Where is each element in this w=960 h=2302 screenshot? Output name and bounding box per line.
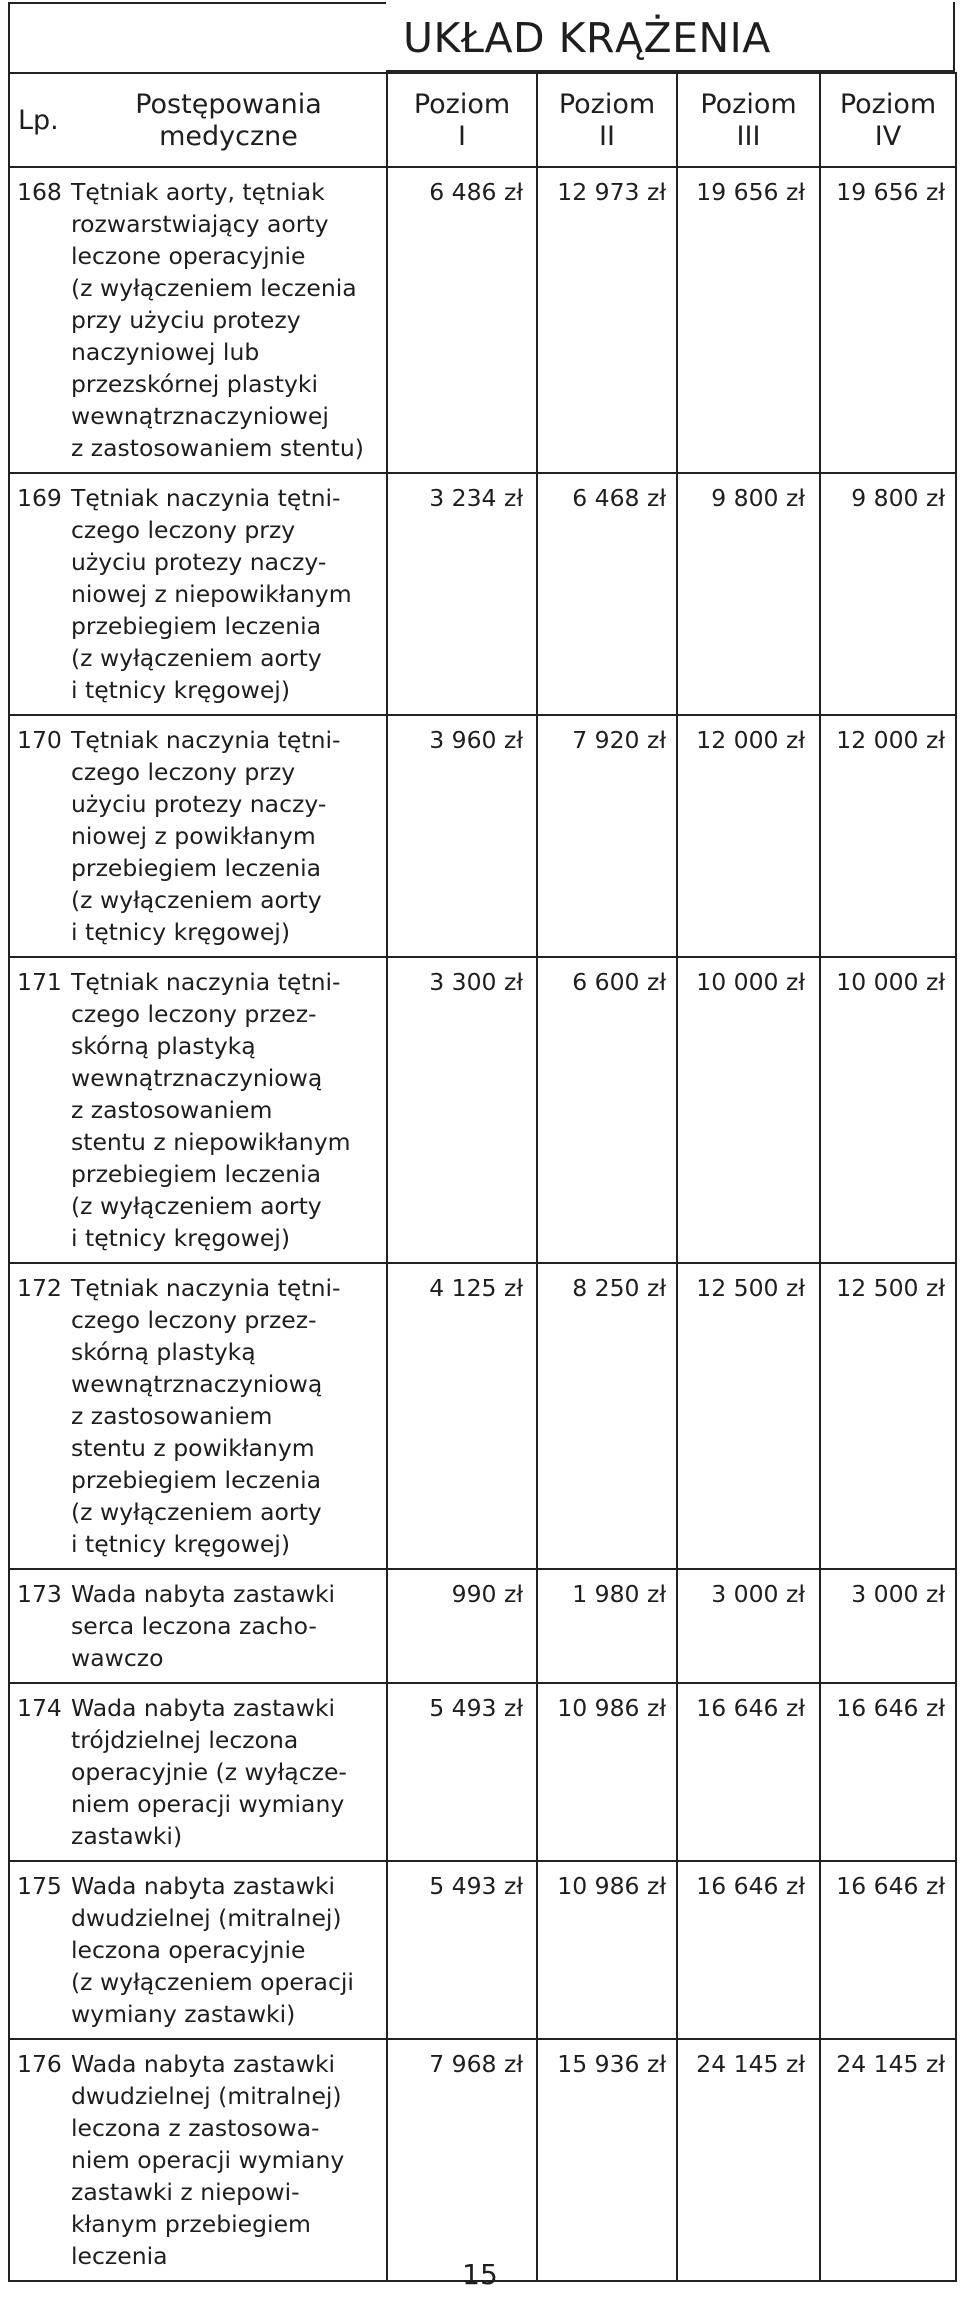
procedure-line: leczona z zastosowa- bbox=[71, 2114, 320, 2142]
procedure-description bbox=[71, 715, 387, 957]
level-1-amount: 5 493 zł bbox=[387, 1861, 537, 2039]
procedure-line: dwudzielnej (mitralnej) bbox=[71, 2082, 342, 2110]
level-3-amount: 19 656 zł bbox=[677, 167, 820, 473]
header-level-3 bbox=[677, 73, 820, 167]
procedure-line: skórną plastyką bbox=[71, 1338, 256, 1366]
row-number: 174 bbox=[9, 1683, 71, 1861]
procedure-line: z zastosowaniem stentu) bbox=[71, 434, 364, 462]
row-number: 175 bbox=[9, 1861, 71, 2039]
procedure-line: wewnątrznaczyniową bbox=[71, 1370, 323, 1398]
header-lp: Lp. bbox=[9, 73, 71, 167]
level-4-amount: 24 145 zł bbox=[820, 2039, 956, 2281]
level-1-amount: 3 300 zł bbox=[387, 957, 537, 1263]
procedure-line: (z wyłączeniem leczenia bbox=[71, 274, 357, 302]
level-2-amount: 15 936 zł bbox=[537, 2039, 677, 2281]
level-2-amount: 6 600 zł bbox=[537, 957, 677, 1263]
pricing-table bbox=[8, 72, 957, 2282]
header-level-4-word: Poziom bbox=[839, 89, 937, 120]
procedure-line: Tętniak naczynia tętni- bbox=[71, 1274, 341, 1302]
procedure-line: leczona operacyjnie bbox=[71, 1936, 306, 1964]
procedure-description bbox=[71, 957, 387, 1263]
procedure-line: i tętnicy kręgowej) bbox=[71, 1530, 291, 1558]
procedure-line: kłanym przebiegiem bbox=[71, 2210, 311, 2238]
procedure-line: (z wyłączeniem aorty bbox=[71, 644, 322, 672]
procedure-line: czego leczony przy bbox=[71, 758, 296, 786]
procedure-line: czego leczony przy bbox=[71, 516, 296, 544]
procedure-line: niem operacji wymiany bbox=[71, 2146, 345, 2174]
level-4-amount: 12 000 zł bbox=[820, 715, 956, 957]
page-number: 15 bbox=[462, 2258, 498, 2291]
procedure-line: przy użyciu protezy bbox=[71, 306, 301, 334]
header-level-1-num: I bbox=[458, 121, 466, 152]
procedure-line: przebiegiem leczenia bbox=[71, 612, 322, 640]
level-1-amount: 3 960 zł bbox=[387, 715, 537, 957]
procedure-line: (z wyłączeniem operacji bbox=[71, 1968, 354, 1996]
procedure-line: Tętniak aorty, tętniak bbox=[71, 178, 325, 206]
level-2-amount: 8 250 zł bbox=[537, 1263, 677, 1569]
table-row bbox=[9, 1861, 956, 2039]
table-row bbox=[9, 1683, 956, 1861]
procedure-line: niowej z powikłanym bbox=[71, 822, 316, 850]
table-row bbox=[9, 2039, 956, 2281]
title-right-rule bbox=[953, 2, 955, 72]
procedure-line: leczenia bbox=[71, 2242, 168, 2270]
procedure-line: Tętniak naczynia tętni- bbox=[71, 726, 341, 754]
level-2-amount: 1 980 zł bbox=[537, 1569, 677, 1683]
level-3-amount: 12 000 zł bbox=[677, 715, 820, 957]
table-row bbox=[9, 167, 956, 473]
level-1-amount: 7 968 zł bbox=[387, 2039, 537, 2281]
procedure-line: serca leczona zacho- bbox=[71, 1612, 317, 1640]
header-level-4-num: IV bbox=[874, 121, 902, 152]
procedure-description bbox=[71, 2039, 387, 2281]
procedure-line: użyciu protezy naczy- bbox=[71, 548, 327, 576]
level-4-amount: 12 500 zł bbox=[820, 1263, 956, 1569]
procedure-line: naczyniowej lub bbox=[71, 338, 260, 366]
header-level-1 bbox=[387, 73, 537, 167]
procedure-line: Wada nabyta zastawki bbox=[71, 2050, 336, 2078]
level-3-amount: 12 500 zł bbox=[677, 1263, 820, 1569]
procedure-line: skórną plastyką bbox=[71, 1032, 256, 1060]
row-number: 172 bbox=[9, 1263, 71, 1569]
header-procedure bbox=[71, 73, 387, 167]
level-3-amount: 3 000 zł bbox=[677, 1569, 820, 1683]
procedure-line: i tętnicy kręgowej) bbox=[71, 1224, 291, 1252]
table-row bbox=[9, 715, 956, 957]
level-1-amount: 3 234 zł bbox=[387, 473, 537, 715]
procedure-line: wymiany zastawki) bbox=[71, 2000, 296, 2028]
header-level-1-word: Poziom bbox=[413, 89, 511, 120]
level-1-amount: 4 125 zł bbox=[387, 1263, 537, 1569]
header-procedure-line: Postępowania bbox=[135, 89, 322, 120]
procedure-line: (z wyłączeniem aorty bbox=[71, 886, 322, 914]
table-body bbox=[9, 167, 956, 2281]
level-4-amount: 10 000 zł bbox=[820, 957, 956, 1263]
level-1-amount: 6 486 zł bbox=[387, 167, 537, 473]
table-row bbox=[9, 957, 956, 1263]
procedure-line: Wada nabyta zastawki bbox=[71, 1694, 336, 1722]
level-3-amount: 16 646 zł bbox=[677, 1861, 820, 2039]
level-4-amount: 16 646 zł bbox=[820, 1683, 956, 1861]
header-level-3-word: Poziom bbox=[700, 89, 797, 120]
row-number: 171 bbox=[9, 957, 71, 1263]
procedure-line: Wada nabyta zastawki bbox=[71, 1580, 336, 1608]
table-row bbox=[9, 1263, 956, 1569]
procedure-line: przebiegiem leczenia bbox=[71, 1466, 322, 1494]
procedure-line: czego leczony przez- bbox=[71, 1306, 317, 1334]
level-2-amount: 7 920 zł bbox=[537, 715, 677, 957]
title-row bbox=[8, 2, 955, 72]
procedure-line: zastawki z niepowi- bbox=[71, 2178, 300, 2206]
procedure-line: przebiegiem leczenia bbox=[71, 1160, 322, 1188]
procedure-line: stentu z powikłanym bbox=[71, 1434, 315, 1462]
procedure-description bbox=[71, 167, 387, 473]
row-number: 173 bbox=[9, 1569, 71, 1683]
level-2-amount: 10 986 zł bbox=[537, 1861, 677, 2039]
table-header-row bbox=[9, 73, 956, 167]
procedure-description bbox=[71, 1569, 387, 1683]
level-4-amount: 3 000 zł bbox=[820, 1569, 956, 1683]
title-spacer bbox=[8, 2, 386, 72]
procedure-line: trójdzielnej leczona bbox=[71, 1726, 299, 1754]
procedure-line: Tętniak naczynia tętni- bbox=[71, 484, 341, 512]
table-row bbox=[9, 473, 956, 715]
row-number: 169 bbox=[9, 473, 71, 715]
document-page bbox=[8, 2, 955, 2270]
procedure-line: przezskórnej plastyki bbox=[71, 370, 319, 398]
procedure-line: wawczo bbox=[71, 1644, 164, 1672]
procedure-line: przebiegiem leczenia bbox=[71, 854, 322, 882]
procedure-line: (z wyłączeniem aorty bbox=[71, 1498, 322, 1526]
procedure-line: dwudzielnej (mitralnej) bbox=[71, 1904, 342, 1932]
procedure-line: Tętniak naczynia tętni- bbox=[71, 968, 341, 996]
procedure-line: niowej z niepowikłanym bbox=[71, 580, 352, 608]
header-level-3-num: III bbox=[736, 121, 761, 152]
row-number: 170 bbox=[9, 715, 71, 957]
procedure-line: wewnątrznaczyniowej bbox=[71, 402, 329, 430]
row-number: 176 bbox=[9, 2039, 71, 2281]
level-1-amount: 5 493 zł bbox=[387, 1683, 537, 1861]
header-level-4 bbox=[820, 73, 956, 167]
procedure-line: niem operacji wymiany bbox=[71, 1790, 345, 1818]
procedure-line: i tętnicy kręgowej) bbox=[71, 676, 291, 704]
section-title: UKŁAD KRĄŻENIA bbox=[403, 14, 771, 62]
procedure-description bbox=[71, 1683, 387, 1861]
level-2-amount: 6 468 zł bbox=[537, 473, 677, 715]
level-4-amount: 19 656 zł bbox=[820, 167, 956, 473]
level-3-amount: 10 000 zł bbox=[677, 957, 820, 1263]
level-4-amount: 9 800 zł bbox=[820, 473, 956, 715]
level-3-amount: 24 145 zł bbox=[677, 2039, 820, 2281]
table-row bbox=[9, 1569, 956, 1683]
header-procedure-line: medyczne bbox=[159, 121, 298, 152]
procedure-description bbox=[71, 473, 387, 715]
procedure-line: rozwarstwiający aorty bbox=[71, 210, 329, 238]
header-level-2-word: Poziom bbox=[558, 89, 656, 120]
header-level-2 bbox=[537, 73, 677, 167]
level-2-amount: 10 986 zł bbox=[537, 1683, 677, 1861]
procedure-line: z zastosowaniem bbox=[71, 1402, 273, 1430]
procedure-description bbox=[71, 1263, 387, 1569]
procedure-line: (z wyłączeniem aorty bbox=[71, 1192, 322, 1220]
procedure-line: leczone operacyjnie bbox=[71, 242, 306, 270]
procedure-line: użyciu protezy naczy- bbox=[71, 790, 327, 818]
level-4-amount: 16 646 zł bbox=[820, 1861, 956, 2039]
procedure-description bbox=[71, 1861, 387, 2039]
procedure-line: czego leczony przez- bbox=[71, 1000, 317, 1028]
procedure-line: operacyjnie (z wyłącze- bbox=[71, 1758, 347, 1786]
level-2-amount: 12 973 zł bbox=[537, 167, 677, 473]
procedure-line: stentu z niepowikłanym bbox=[71, 1128, 351, 1156]
row-number: 168 bbox=[9, 167, 71, 473]
procedure-line: i tętnicy kręgowej) bbox=[71, 918, 291, 946]
procedure-line: z zastosowaniem bbox=[71, 1096, 273, 1124]
procedure-line: zastawki) bbox=[71, 1822, 183, 1850]
procedure-line: Wada nabyta zastawki bbox=[71, 1872, 336, 1900]
procedure-line: wewnątrznaczyniową bbox=[71, 1064, 323, 1092]
level-3-amount: 16 646 zł bbox=[677, 1683, 820, 1861]
level-3-amount: 9 800 zł bbox=[677, 473, 820, 715]
header-level-2-num: II bbox=[599, 121, 615, 152]
level-1-amount: 990 zł bbox=[387, 1569, 537, 1683]
